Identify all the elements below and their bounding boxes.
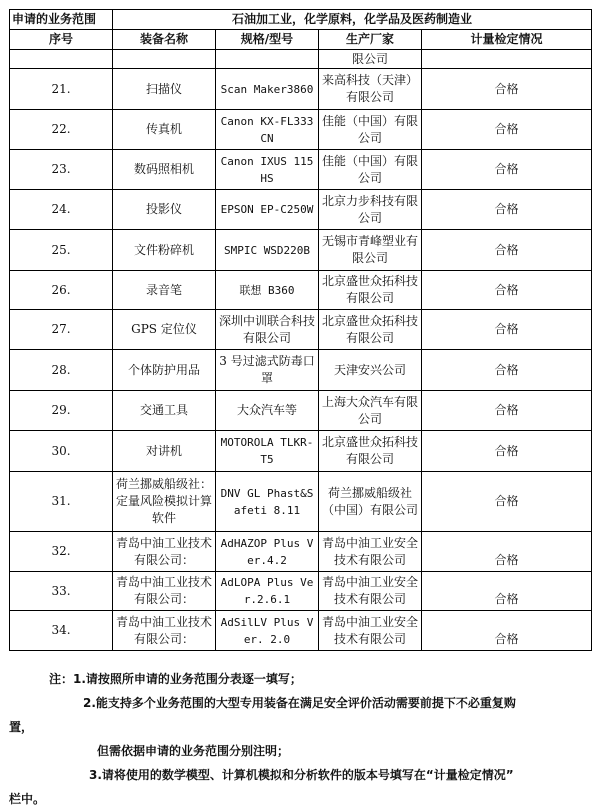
note-3b: 栏中。	[9, 792, 46, 806]
row-no: 32.	[10, 532, 113, 572]
header-maker: 生产厂家	[319, 30, 422, 50]
row-no: 24.	[10, 190, 113, 230]
row-no: 29.	[10, 391, 113, 431]
row-no: 23.	[10, 150, 113, 190]
row-result: 合格	[422, 532, 592, 572]
row-no: 26.	[10, 271, 113, 310]
header-name: 装备名称	[113, 30, 216, 50]
row-result: 合格	[422, 110, 592, 150]
row-name: 传真机	[113, 110, 216, 150]
table-row	[10, 271, 592, 310]
table-row	[10, 431, 592, 472]
equipment-table	[9, 9, 592, 651]
table-row	[10, 230, 592, 271]
table-row	[10, 110, 592, 150]
row-maker: 天津安兴公司	[319, 350, 422, 391]
row-result: 合格	[422, 472, 592, 532]
row-model: SMPIC WSD220B	[216, 230, 319, 271]
row-model: AdHAZOP Plus Ver.4.2	[216, 532, 319, 572]
table-row	[10, 350, 592, 391]
row-no: 33.	[10, 572, 113, 611]
table-row	[10, 611, 592, 651]
row-result: 合格	[422, 150, 592, 190]
row-result: 合格	[422, 230, 592, 271]
row-name: 投影仪	[113, 190, 216, 230]
table-row	[10, 391, 592, 431]
row-maker: 无锡市青峰塑业有限公司	[319, 230, 422, 271]
row-no: 25.	[10, 230, 113, 271]
row-model: Canon IXUS 115HS	[216, 150, 319, 190]
row-name: 录音笔	[113, 271, 216, 310]
row-no: 31.	[10, 472, 113, 532]
row-maker: 北京力步科技有限公司	[319, 190, 422, 230]
row-result: 合格	[422, 190, 592, 230]
table-row	[10, 150, 592, 190]
row-model: 3 号过滤式防毒口罩	[216, 350, 319, 391]
table-row	[10, 532, 592, 572]
row-no: 27.	[10, 310, 113, 350]
table-row	[10, 190, 592, 230]
scope-label: 申请的业务范围	[10, 10, 113, 30]
continuation-maker: 限公司	[319, 50, 422, 69]
row-name: 对讲机	[113, 431, 216, 472]
note-3a: 3.请将使用的数学模型、计算机模拟和分析软件的版本号填写在“计量检定情况”	[89, 768, 514, 782]
row-result: 合格	[422, 69, 592, 110]
row-no: 34.	[10, 611, 113, 651]
note-1: 注：1.请按照所申请的业务范围分表逐一填写；	[49, 672, 302, 686]
notes	[9, 667, 591, 811]
row-name: GPS 定位仪	[113, 310, 216, 350]
note-2a: 2.能支持多个业务范围的大型专用装备在满足安全评价活动需要前提下不必重复购	[83, 696, 516, 710]
row-model: 大众汽车等	[216, 391, 319, 431]
table-row	[10, 69, 592, 110]
row-no: 30.	[10, 431, 113, 472]
header-result: 计量检定情况	[422, 30, 592, 50]
row-maker: 青岛中油工业安全技术有限公司	[319, 532, 422, 572]
header-no: 序号	[10, 30, 113, 50]
row-model: EPSON EP-C250W	[216, 190, 319, 230]
row-maker: 北京盛世众拓科技有限公司	[319, 431, 422, 472]
row-model: Canon KX-FL333CN	[216, 110, 319, 150]
row-model: AdSilLV Plus Ver. 2.0	[216, 611, 319, 651]
row-result: 合格	[422, 431, 592, 472]
row-result: 合格	[422, 391, 592, 431]
row-name: 扫描仪	[113, 69, 216, 110]
row-maker: 青岛中油工业安全技术有限公司	[319, 611, 422, 651]
row-model: 联想 B360	[216, 271, 319, 310]
row-name: 青岛中油工业技术有限公司：	[113, 611, 216, 651]
row-maker: 北京盛世众拓科技有限公司	[319, 310, 422, 350]
row-result: 合格	[422, 310, 592, 350]
row-no: 21.	[10, 69, 113, 110]
row-result: 合格	[422, 611, 592, 651]
table-body	[10, 69, 592, 651]
scope-row	[10, 10, 592, 30]
row-name: 青岛中油工业技术有限公司：	[113, 572, 216, 611]
row-model: Scan Maker3860	[216, 69, 319, 110]
row-no: 22.	[10, 110, 113, 150]
row-maker: 佳能（中国）有限公司	[319, 110, 422, 150]
row-model: AdLOPA Plus Ver.2.6.1	[216, 572, 319, 611]
row-maker: 佳能（中国）有限公司	[319, 150, 422, 190]
row-maker: 来高科技（天津）有限公司	[319, 69, 422, 110]
header-model: 规格/型号	[216, 30, 319, 50]
row-name: 交通工具	[113, 391, 216, 431]
note-2b: 置，	[9, 720, 34, 734]
row-maker: 荷兰挪威船级社（中国）有限公司	[319, 472, 422, 532]
note-2c: 但需依据申请的业务范围分别注明；	[97, 744, 290, 758]
table-row	[10, 472, 592, 532]
row-name: 荷兰挪威船级社：定量风险模拟计算软件	[113, 472, 216, 532]
header-row	[10, 30, 592, 50]
row-maker: 青岛中油工业安全技术有限公司	[319, 572, 422, 611]
row-model: DNV GL Phast&Safeti 8.11	[216, 472, 319, 532]
row-name: 文件粉碎机	[113, 230, 216, 271]
table-row	[10, 572, 592, 611]
table-row	[10, 310, 592, 350]
row-name: 个体防护用品	[113, 350, 216, 391]
row-model: 深圳中训联合科技有限公司	[216, 310, 319, 350]
row-name: 数码照相机	[113, 150, 216, 190]
row-model: MOTOROLA TLKR-T5	[216, 431, 319, 472]
row-result: 合格	[422, 572, 592, 611]
row-result: 合格	[422, 350, 592, 391]
row-name: 青岛中油工业技术有限公司：	[113, 532, 216, 572]
row-maker: 北京盛世众拓科技有限公司	[319, 271, 422, 310]
row-result: 合格	[422, 271, 592, 310]
row-maker: 上海大众汽车有限公司	[319, 391, 422, 431]
scope-value: 石油加工业，化学原料，化学品及医药制造业	[113, 10, 592, 30]
continuation-row	[10, 50, 592, 69]
row-no: 28.	[10, 350, 113, 391]
